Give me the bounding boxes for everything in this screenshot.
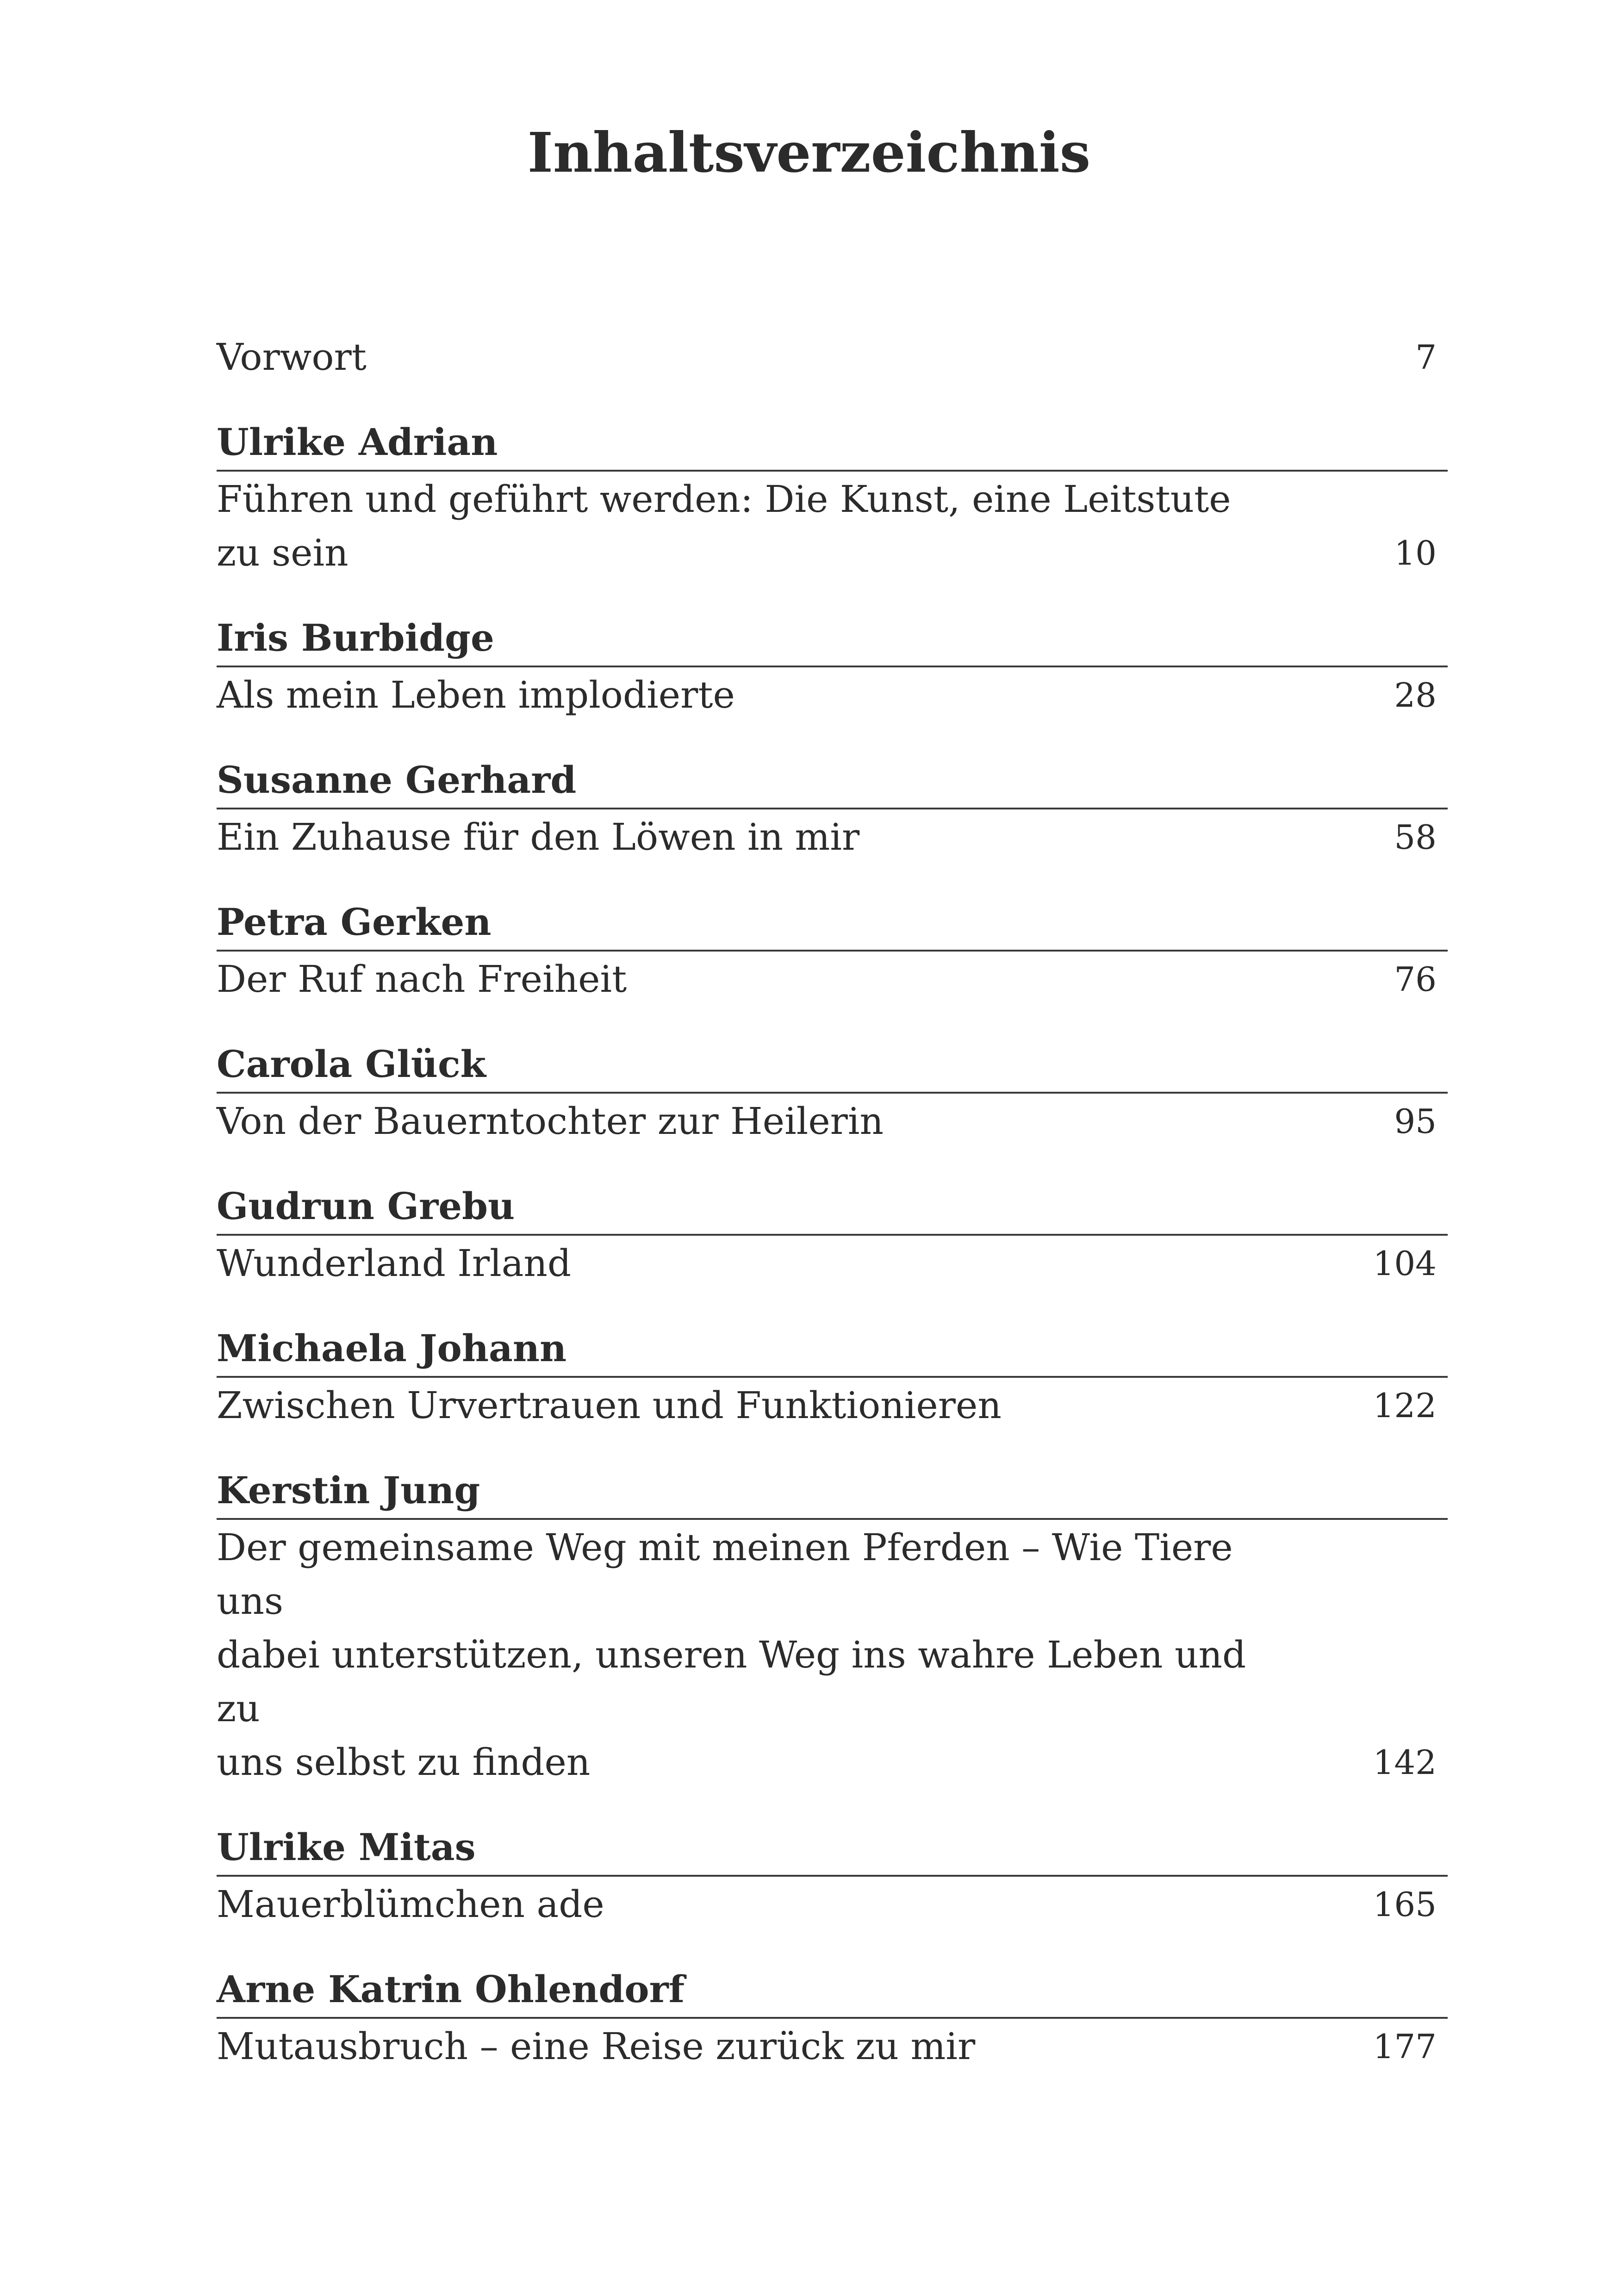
entry-author: Ulrike Adrian — [217, 419, 1448, 472]
toc-entry[interactable] — [217, 757, 1448, 864]
toc-entry[interactable] — [217, 1467, 1448, 1789]
entry-page-number: 10 — [1394, 534, 1437, 572]
entry-page-number: 104 — [1373, 1244, 1437, 1283]
entry-author: Petra Gerken — [217, 899, 1448, 952]
entry-page-number: 58 — [1394, 818, 1437, 857]
entry-author: Michaela Johann — [217, 1325, 1448, 1378]
entry-page-number: 165 — [1373, 1885, 1437, 1924]
toc-entry[interactable] — [217, 419, 1448, 580]
toc-entry[interactable] — [217, 1041, 1448, 1148]
entry-title: Wunderland Irland — [217, 1242, 572, 1285]
entry-title: Von der Bauerntochter zur Heilerin — [217, 1100, 884, 1143]
toc-entry[interactable] — [217, 615, 1448, 722]
toc-entry[interactable] — [217, 1325, 1448, 1432]
entry-author: Susanne Gerhard — [217, 757, 1448, 809]
entry-author: Gudrun Grebu — [217, 1183, 1448, 1236]
foreword-page-number: 7 — [1415, 338, 1437, 377]
entry-title: Der Ruf nach Freiheit — [217, 958, 627, 1001]
toc-entry[interactable] — [217, 1966, 1448, 2073]
entry-author: Kerstin Jung — [217, 1467, 1448, 1520]
entry-title: Mutausbruch – eine Reise zurück zu mir — [217, 2025, 976, 2068]
entry-author: Iris Burbidge — [217, 615, 1448, 667]
entry-title: Ein Zuhause für den Löwen in mir — [217, 815, 860, 859]
entry-page-number: 28 — [1394, 676, 1437, 715]
entry-page-number: 177 — [1373, 2027, 1437, 2066]
entry-author: Arne Katrin Ohlendorf — [217, 1966, 1448, 2019]
entry-page-number: 76 — [1394, 960, 1437, 999]
entry-author: Ulrike Mitas — [217, 1824, 1448, 1877]
entry-page-number: 95 — [1394, 1102, 1437, 1141]
entry-title: Führen und geführt werden: Die Kunst, eine Leitstute zu sein — [217, 478, 1231, 574]
toc-foreword[interactable] — [217, 324, 1448, 384]
entry-title — [217, 1521, 1281, 1789]
page-title: Inhaltsverzeichnis — [527, 120, 1091, 185]
entry-page-number: 142 — [1373, 1743, 1437, 1782]
entry-author: Carola Glück — [217, 1041, 1448, 1094]
foreword-title: Vorwort — [217, 336, 367, 379]
entry-title: Zwischen Urvertrauen und Funktionieren — [217, 1384, 1002, 1427]
toc-entry[interactable] — [217, 1824, 1448, 1931]
entry-title: Als mein Leben implodierte — [217, 673, 735, 716]
table-of-contents — [217, 324, 1448, 2073]
entry-title-line: dabei unterstützen, unseren Weg ins wahre Leben und zu — [217, 1633, 1246, 1730]
entry-title-line: uns selbst zu finden — [217, 1741, 591, 1784]
entry-title: Mauerblümchen ade — [217, 1883, 604, 1926]
toc-entry[interactable] — [217, 899, 1448, 1006]
entry-title-line: Der gemeinsame Weg mit meinen Pferden – Wie Tiere uns — [217, 1526, 1233, 1623]
entry-page-number: 122 — [1373, 1386, 1437, 1425]
toc-entry[interactable] — [217, 1183, 1448, 1290]
